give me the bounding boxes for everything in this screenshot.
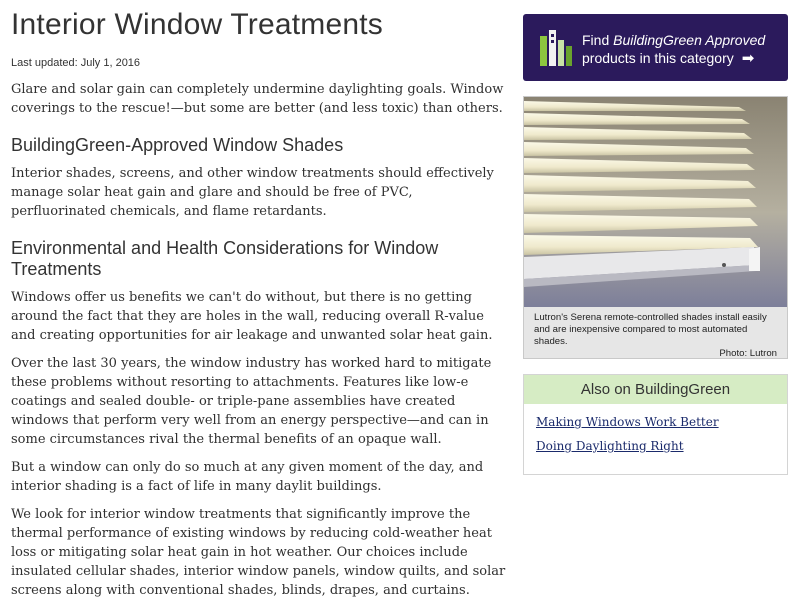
- cta-prefix: Find: [582, 32, 614, 48]
- body-paragraph: Windows offer us benefits we can't do without, but there is no getting around the fact that they are holes in the wall, reducing overall R-value and creating opportunities for air leakage and unwanted solar heat gain.: [11, 290, 493, 343]
- link-doing-daylighting-right[interactable]: Doing Daylighting Right: [536, 439, 684, 453]
- article: [11, 0, 508, 607]
- body-paragraph: We look for interior window treatments that significantly improve the thermal performance of existing windows by reducing cold-weather heat loss or mitigating solar heat gain in hot weather. Our choices include insulated cellular shades, interior window panels, window quilts, and solar screens along with conventional shades, blinds, drapes, and curtains.: [11, 507, 506, 598]
- section-approved-text: Interior shades, screens, and other window treatments should effectively manage solar heat gain and glare and should be free of PVC, perfluorinated chemicals, and flame retardants.: [11, 166, 494, 219]
- photo-credit: Photo: Lutron: [719, 348, 777, 359]
- cta-line2: products in this category: [582, 50, 734, 66]
- page-title: Interior Window Treatments: [11, 8, 383, 41]
- body-paragraph: Over the last 30 years, the window industry has worked hard to mitigate these problems without resorting to attachments. Features like low-e coatings and sealed double- or triple-pane assemblies have created windows that perform very well from an energy perspective—and can in some circumstances rival the thermal benefits of an opaque wall.: [11, 356, 492, 447]
- photo-caption: Lutron's Serena remote-controlled shades install easily and are inexpensive compared to most automated shades.: [534, 312, 767, 347]
- cta-text: [582, 31, 765, 68]
- cta-brand: BuildingGreen Approved: [613, 32, 766, 48]
- body-paragraph: But a window can only do so much at any given moment of the day, and interior shading is a fact of life in many daylit buildings.: [11, 460, 484, 494]
- cellular-shade-photo: [524, 97, 787, 307]
- photo-figure: [523, 96, 788, 359]
- section-heading-approved: BuildingGreen-Approved Window Shades: [11, 135, 344, 155]
- sidebar: [523, 14, 788, 475]
- arrow-right-icon: ➡: [741, 50, 755, 67]
- link-making-windows-work-better[interactable]: Making Windows Work Better: [536, 415, 719, 429]
- intro-paragraph: Glare and solar gain can completely undermine daylighting goals. Window coverings to the rescue!—but some are better (and less toxic) than others.: [11, 82, 504, 116]
- find-approved-products-button[interactable]: [523, 14, 788, 81]
- buildinggreen-logo-icon: [540, 30, 572, 66]
- also-on-buildinggreen-box: [523, 374, 788, 475]
- last-updated: Last updated: July 1, 2016: [11, 57, 141, 69]
- also-heading: Also on BuildingGreen: [524, 375, 787, 404]
- section-heading-environmental: Environmental and Health Considerations for Window Treatments: [11, 238, 439, 279]
